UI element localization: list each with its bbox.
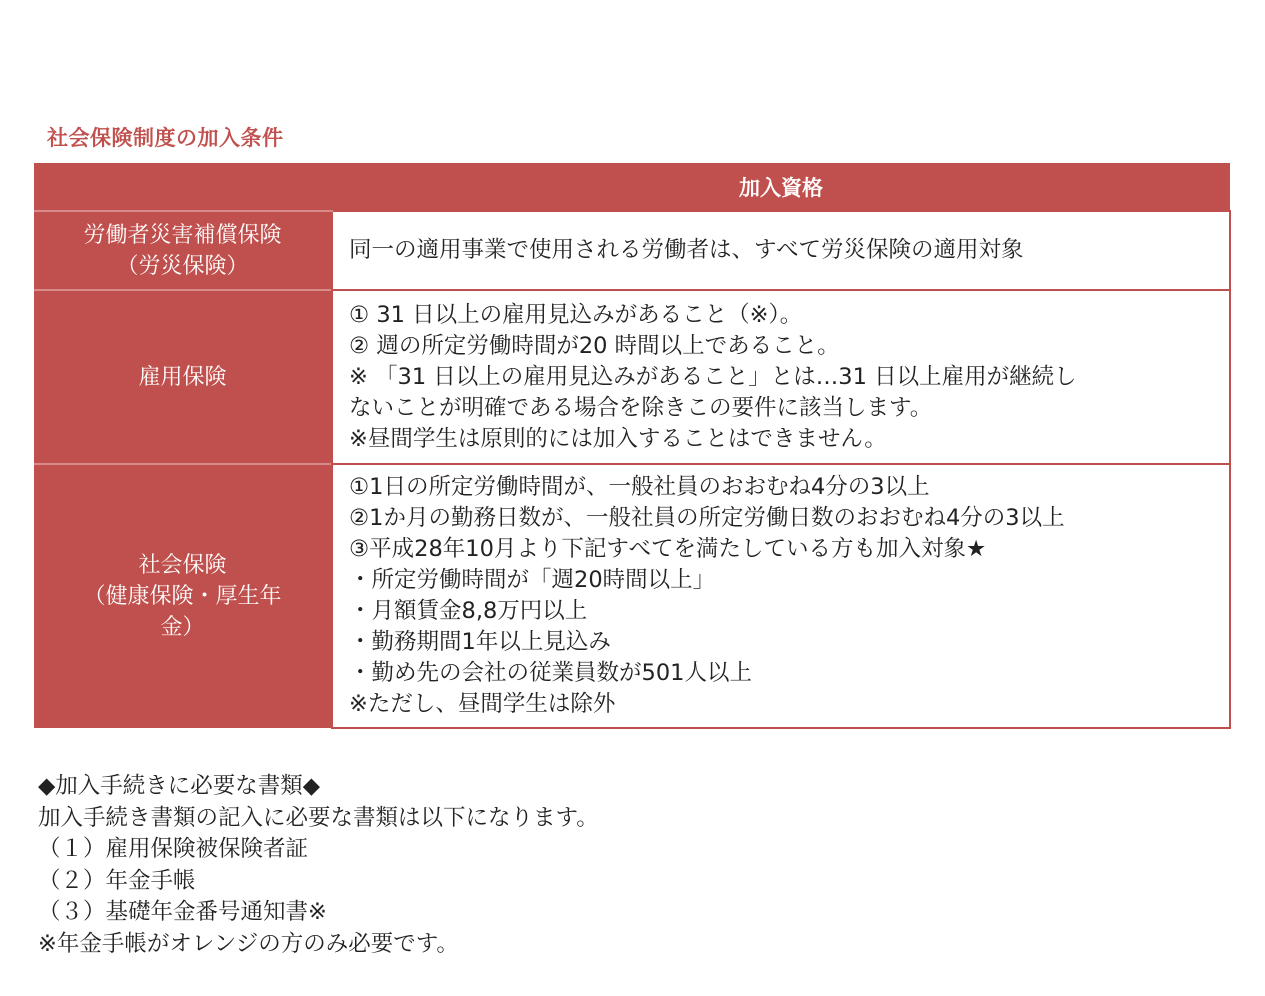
label-line: 社会保険	[138, 553, 227, 578]
content-workers-comp	[332, 211, 1230, 290]
document-item: （２）年金手帳	[38, 867, 196, 894]
table-row-social-insurance	[34, 464, 1230, 728]
content-employment-insurance	[332, 290, 1230, 464]
content-line: ないことが明確である場合を除きこの要件に該当します。	[349, 394, 933, 421]
document-item: （３）基礎年金番号通知書※	[38, 899, 327, 925]
required-documents-section	[38, 771, 599, 960]
documents-heading: ◆加入手続きに必要な書類◆	[38, 773, 321, 799]
content-line: ②1か月の勤務日数が、一般社員の所定労働日数のおおむね4分の3以上	[349, 505, 1065, 531]
content-line: ・勤務期間1年以上見込み	[349, 629, 611, 655]
content-line: ・所定労働時間が「週20時間以上」	[349, 567, 716, 593]
label-employment-insurance	[34, 290, 332, 464]
content-line: ・月額賃金8,8万円以上	[349, 598, 588, 624]
label-line: （健康保険・厚生年	[83, 584, 282, 609]
documents-intro: 加入手続き書類の記入に必要な書類は以下になります。	[38, 804, 599, 831]
content-line: ※ただし、昼間学生は除外	[349, 691, 616, 717]
content-social-insurance	[332, 464, 1230, 728]
label-line: 労働者災害補償保険	[83, 222, 282, 248]
content-line: 同一の適用事業で使用される労働者は、すべて労災保険の適用対象	[349, 237, 1024, 263]
label-social-insurance	[34, 464, 332, 728]
content-line: ①1日の所定労働時間が、一般社員のおおむね4分の3以上	[349, 474, 930, 500]
header-blank-cell	[34, 163, 332, 211]
insurance-conditions-table	[34, 163, 1230, 729]
content-line: ※昼間学生は原則的には加入することはできません。	[349, 425, 887, 452]
page-title: 社会保険制度の加入条件	[47, 126, 284, 150]
label-workers-comp	[34, 211, 332, 290]
table-row-workers-comp	[34, 211, 1230, 290]
content-line: ③平成28年10月より下記すべてを満たしている方も加入対象★	[349, 536, 987, 562]
label-line: （労災保険）	[116, 253, 249, 279]
content-line: ② 週の所定労働時間が20 時間以上であること。	[349, 332, 840, 359]
label-line: 金）	[160, 615, 205, 640]
content-line: ※ 「31 日以上の雇用見込みがあること」とは…31 日以上雇用が継続し	[349, 363, 1077, 390]
documents-note: ※年金手帳がオレンジの方のみ必要です。	[38, 930, 459, 957]
label-line: 雇用保険	[138, 364, 227, 390]
header-eligibility: 加入資格	[332, 163, 1230, 211]
table-row-employment-insurance	[34, 290, 1230, 464]
table-header-row	[34, 163, 1230, 211]
document-item: （１）雇用保険被保険者証	[38, 836, 309, 862]
content-line: ① 31 日以上の雇用見込みがあること（※）。	[349, 301, 803, 328]
content-line: ・勤め先の会社の従業員数が501人以上	[349, 660, 752, 686]
